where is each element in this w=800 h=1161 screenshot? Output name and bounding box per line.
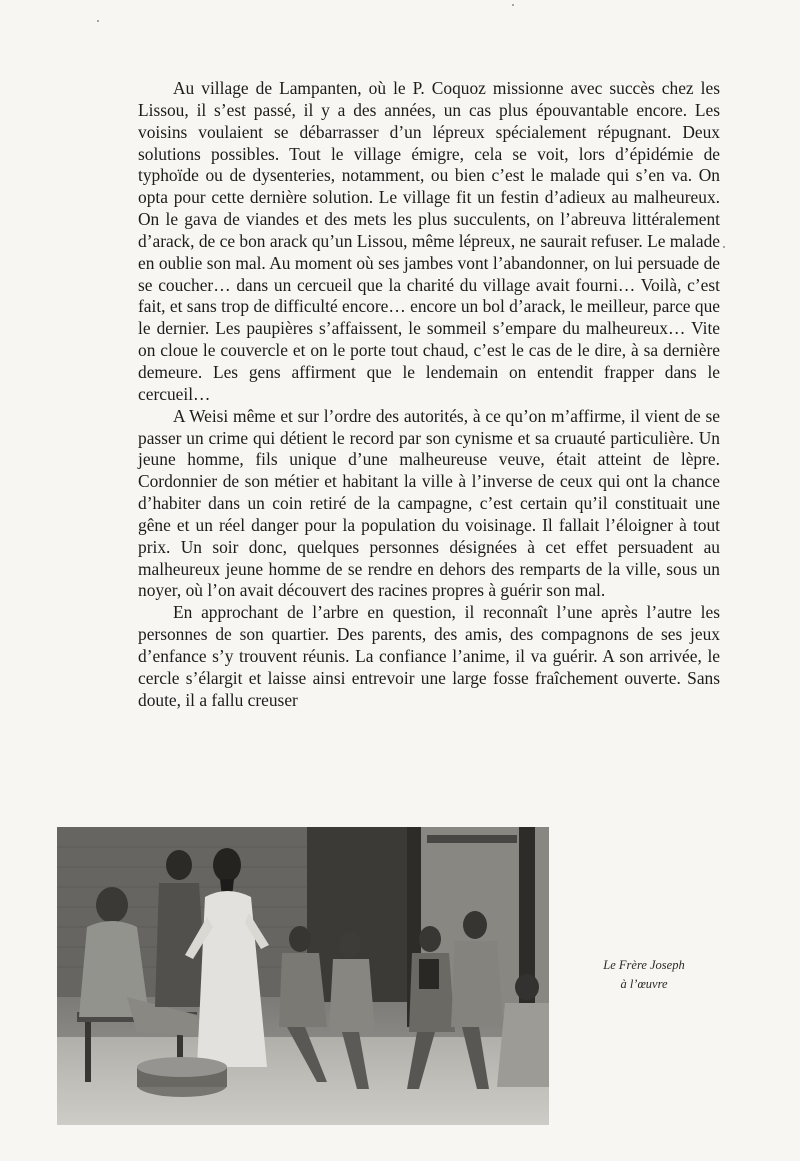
photo-caption [570, 956, 718, 994]
article-body [138, 78, 720, 711]
caption-line-2: à l’œuvre [620, 977, 668, 991]
paragraph-approach: En approchant de l’arbre en question, il reconnaît l’une après l’autre les personnes de son quartier. Des parents, des amis, des compagnons de ses jeux d’enfance s’y trouvent réunis. La confiance l’anime, il va guérir. A son arrivée, le cercle s’élargit et laisse ainsi entrevoir une large fosse fraîchement ouverte. Sans doute, il a fallu creuser [138, 602, 720, 710]
paper-speck [97, 20, 99, 22]
paper-speck [723, 246, 725, 248]
paragraph-weisi: A Weisi même et sur l’ordre des autorités, à ce qu’on m’affirme, il vient de se passer un crime qui détient le record par son cynisme et sa cruauté particulière. Un jeune homme, fils unique d’une malheureuse veuve, était atteint de lèpre. Cordonnier de son métier et habitant la ville à l’inverse de ceux qui ont la chance d’habiter dans un coin retiré de la campagne, c’est certain qu’il constituait une gêne et un réel danger pour la population du voisinage. Il fallait l’éloigner à tout prix. Un soir donc, quelques personnes désignées à cet effet persuadent au malheureux jeune homme de se rendre en dehors des remparts de la ville, sous un noyer, où l’on avait découvert des racines propres à guérir son mal. [138, 405, 720, 601]
photograph-frere-joseph [57, 827, 549, 1125]
paper-speck [512, 4, 514, 6]
paragraph-lampanten: Au village de Lampanten, où le P. Coquoz missionne avec succès chez les Lissou, il s’est passé, il y a des années, un cas plus épouvantable encore. Les voisins voulaient se débarrasser d’un lépreux spécialement répugnant. Deux solutions possibles. Tout le village émigre, cela se voit, lors d’épidémie de typhoïde ou de dysenteries, notamment, ou bien c’est le malade qui s’en va. On opta pour cette dernière solution. Le village fit un festin d’adieux au malheureux. On le gava de viandes et des mets les plus succulents, on l’abreuva littéralement d’arack, de ce bon arack qu’un Lissou, même lépreux, ne saurait refuser. Le malade en oublie son mal. Au moment où ses jambes vont l’abandonner, on lui persuade de se coucher… dans un cercueil que la charité du village avait fourni… Voilà, c’est fait, et sans trop de difficulté encore… encore un bol d’arack, le meilleur, parce que le dernier. Les paupières s’affaissent, le sommeil s’empare du malheureux… Vite on cloue le couvercle et on le porte tout chaud, c’est le cas de le dire, à sa dernière demeure. Les gens affirment que le lendemain on entendit frapper dans le cercueil… [138, 78, 720, 404]
photograph-illustration [57, 827, 549, 1125]
caption-line-1: Le Frère Joseph [603, 958, 685, 972]
